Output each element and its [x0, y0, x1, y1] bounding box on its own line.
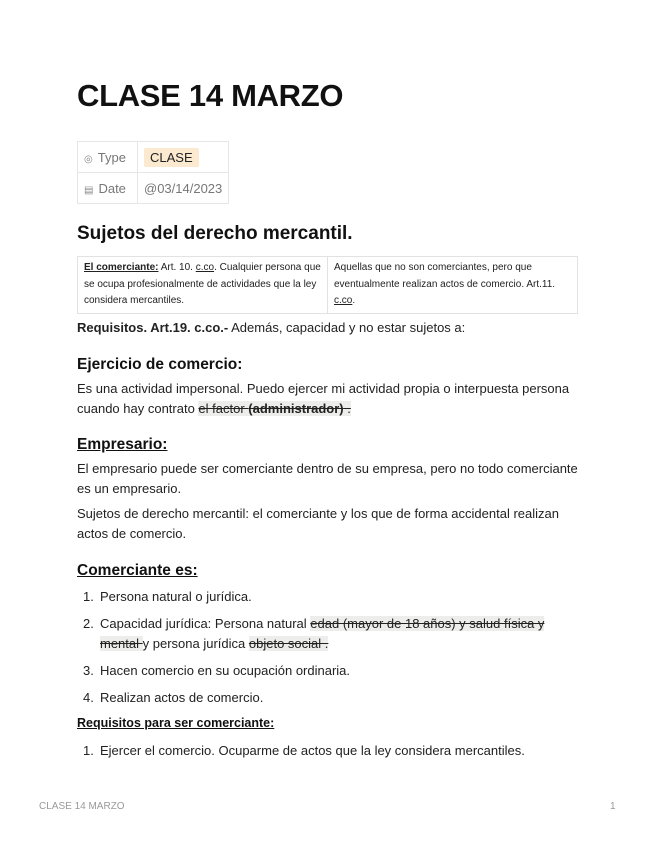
property-type-row: [78, 142, 229, 173]
empresario-paragraph-2: Sujetos de derecho mercantil: el comerciante y los que de forma accidental realizan actos de comercio.: [77, 506, 559, 541]
page-number: 1: [610, 801, 616, 812]
heading-comerciante: Comerciante es:: [77, 562, 198, 579]
comparison-table: [77, 256, 578, 314]
footer-title: CLASE 14 MARZO: [39, 801, 125, 812]
list-item: 1. Persona natural o jurídica.: [83, 589, 252, 604]
list-item: 1. Ejercer el comercio. Ocuparme de actos que la ley considera mercantiles.: [83, 743, 525, 758]
requisitos-paragraph: Requisitos. Art.19. c.co.- Además, capacidad y no estar sujetos a:: [77, 320, 466, 335]
heading-empresario: Empresario:: [77, 436, 168, 453]
ejercicio-paragraph: Es una actividad impersonal. Puedo ejercer mi actividad propia o interpuesta persona cuando hay contrato el factor (administrador) .: [77, 381, 570, 416]
property-date-row: [78, 173, 229, 204]
table-cell-left: El comerciante: Art. 10. c.co. Cualquier persona que se ocupa profesionalmente de actividades que la ley considera mercantiles.: [78, 257, 328, 314]
requisitos-list: [77, 741, 567, 768]
page-title: CLASE 14 MARZO: [77, 78, 344, 113]
section-heading-sujetos: Sujetos del derecho mercantil.: [77, 223, 353, 244]
date-value[interactable]: @03/14/2023: [138, 173, 229, 204]
heading-requisitos-comerciante: Requisitos para ser comerciante:: [77, 716, 275, 730]
cco-link[interactable]: c.co: [195, 262, 215, 273]
list-item: 4. Realizan actos de comercio.: [83, 690, 264, 705]
cco-link[interactable]: c.co: [334, 295, 353, 306]
list-item: 3. Hacen comercio en su ocupación ordinaria.: [83, 663, 351, 678]
circle-target-icon: ◎: [84, 153, 93, 165]
type-tag[interactable]: CLASE: [144, 148, 199, 167]
properties-table: [77, 141, 229, 204]
comerciante-list: [77, 587, 567, 715]
list-item: 2. Capacidad jurídica: Persona natural edad (mayor de 18 años) y salud física y mental y persona jurídica objeto social .: [83, 616, 545, 651]
empresario-paragraph-1: El empresario puede ser comerciante dentro de su empresa, pero no todo comerciante es un empresario.: [77, 461, 578, 496]
heading-ejercicio: Ejercicio de comercio:: [77, 356, 243, 373]
table-cell-right: Aquellas que no son comerciantes, pero que eventualmente realizan actos de comercio. Art.11. c.co.: [328, 257, 578, 314]
property-date-label: Date: [98, 180, 126, 196]
property-type-label: Type: [97, 149, 126, 165]
calendar-icon: ▤: [84, 184, 94, 196]
